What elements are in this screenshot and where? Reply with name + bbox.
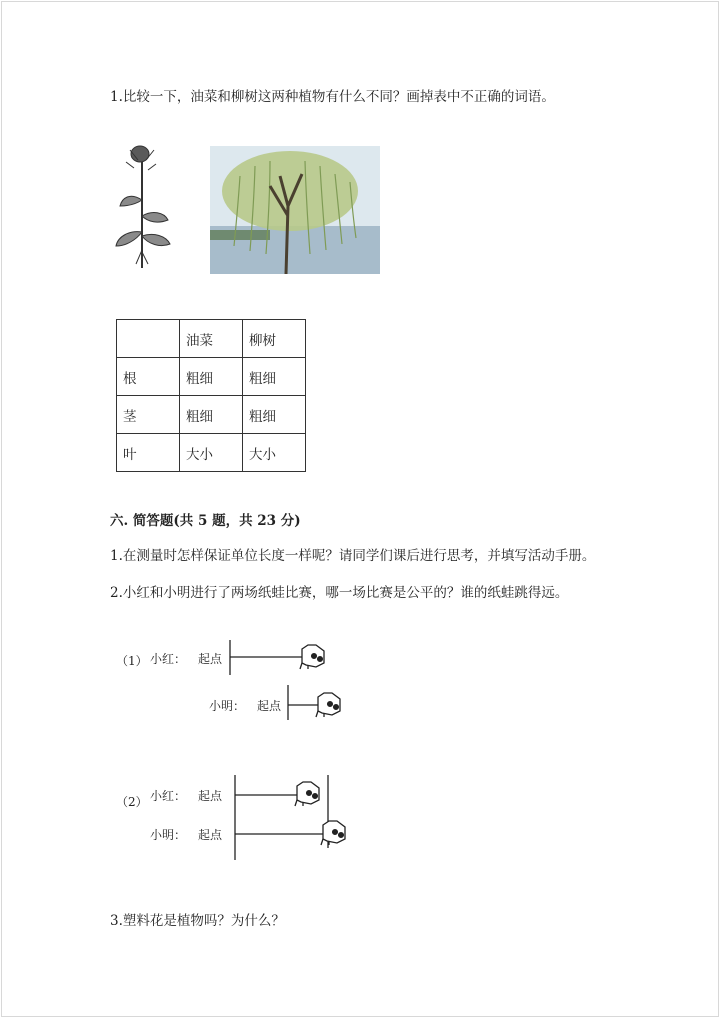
question-1-prompt: 1.比较一下，油菜和柳树这两种植物有什么不同？画掉表中不正确的词语。 [110, 89, 555, 105]
table-cell: 粗细 [243, 358, 306, 396]
race-2-xiaohong-label: 小红： [150, 789, 187, 803]
race-1-xiaoming-start: 起点 [257, 699, 282, 713]
race-2-xiaohong-frog-icon [295, 782, 319, 806]
race-1-xiaohong-start: 起点 [198, 652, 223, 666]
table-cell: 粗细 [243, 396, 306, 434]
table-row-label: 茎 [117, 396, 180, 434]
race-1-xiaoming-label: 小明： [209, 699, 246, 713]
race-1-xiaohong-frog-icon [300, 645, 324, 669]
table-row [117, 396, 306, 434]
willow-tree-image [210, 146, 380, 274]
short-answer-question-3: 3.塑料花是植物吗？为什么？ [110, 913, 285, 929]
race-1-xiaoming-frog-icon [316, 693, 340, 717]
section-6-heading: 六. 简答题(共 5 题，共 23 分) [110, 513, 301, 529]
race-1-diagram [220, 635, 360, 725]
table-cell: 大小 [243, 434, 306, 472]
race-2-diagram [225, 770, 365, 865]
table-cell: 粗细 [180, 358, 243, 396]
table-row [117, 358, 306, 396]
table-row-label: 根 [117, 358, 180, 396]
table-row-label: 叶 [117, 434, 180, 472]
race-2-xiaohong-start: 起点 [198, 789, 223, 803]
race-1-label: （1） [116, 654, 148, 668]
race-2-xiaoming-label: 小明： [150, 828, 187, 842]
table-header-cell: 柳树 [243, 320, 306, 358]
race-2-xiaoming-frog-icon [321, 821, 345, 845]
rapeseed-plant-image [112, 140, 174, 270]
table-cell: 大小 [180, 434, 243, 472]
race-2-xiaoming-start: 起点 [198, 828, 223, 842]
table-header-cell: 油菜 [180, 320, 243, 358]
race-1-xiaohong-label: 小红： [150, 652, 187, 666]
table-header-row [117, 320, 306, 358]
table-cell: 粗细 [180, 396, 243, 434]
short-answer-question-2: 2.小红和小明进行了两场纸蛙比赛，哪一场比赛是公平的？谁的纸蛙跳得远。 [110, 585, 569, 601]
table-row [117, 434, 306, 472]
short-answer-question-1: 1.在测量时怎样保证单位长度一样呢？请同学们课后进行思考，并填写活动手册。 [110, 548, 596, 564]
comparison-table [116, 319, 306, 472]
race-2-label: （2） [116, 795, 148, 809]
table-header-cell [117, 320, 180, 358]
